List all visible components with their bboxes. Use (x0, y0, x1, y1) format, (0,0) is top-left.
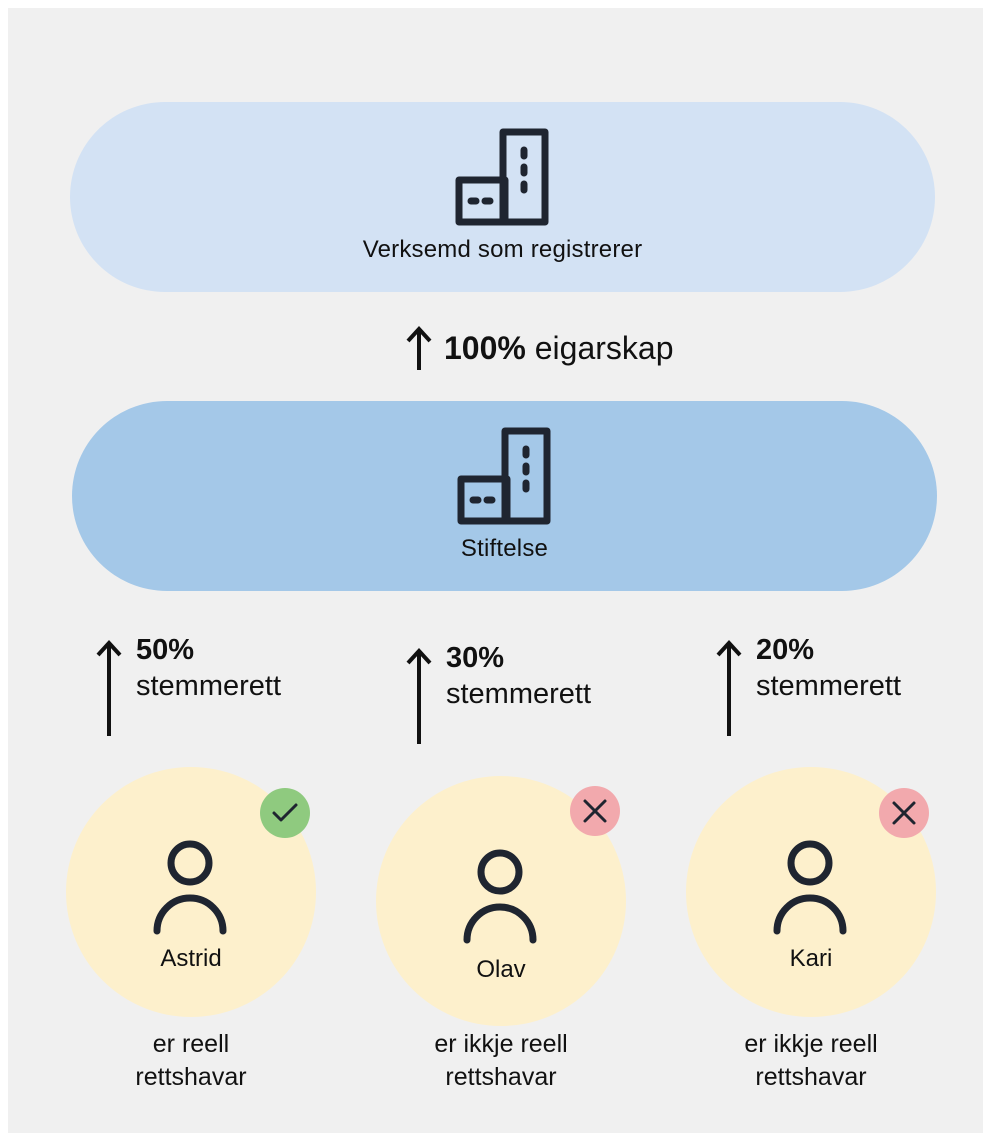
voting-relation-olav (406, 642, 592, 744)
voting-text (756, 632, 901, 705)
check-icon (260, 788, 310, 838)
cross-icon (570, 786, 620, 836)
person-name: Olav (476, 956, 526, 983)
voting-type: stemmerett (136, 670, 282, 703)
ownership-percent: 100% (444, 330, 526, 366)
voting-type: stemmerett (756, 670, 902, 703)
voting-text (136, 632, 281, 705)
arrow-up-icon (96, 640, 122, 736)
foundation-label: Stiftelse (460, 535, 549, 562)
voting-percent: 20% (756, 634, 815, 666)
building-icon (453, 128, 553, 228)
reporting-entity (70, 102, 935, 292)
arrow-up-icon (406, 326, 432, 370)
building-icon (455, 427, 555, 527)
reporting-entity-label: Verksemd som registrerer (362, 236, 643, 263)
voting-relation-astrid (96, 634, 282, 736)
voting-percent: 30% (446, 642, 505, 674)
cross-icon (879, 788, 929, 838)
person-name: Astrid (160, 945, 222, 972)
person-status: er reell rettshavar (135, 1030, 247, 1091)
ownership-relation (406, 326, 673, 370)
arrow-up-icon (406, 648, 432, 744)
voting-relation-kari (716, 634, 902, 736)
voting-type: stemmerett (446, 678, 592, 711)
diagram-canvas (8, 8, 983, 1133)
person-icon (462, 848, 538, 944)
ownership-type: eigarskap (534, 330, 674, 366)
voting-text (446, 640, 591, 713)
foundation-entity (72, 401, 937, 591)
arrow-up-icon (716, 640, 742, 736)
person-status: er ikkje reell rettshavar (744, 1030, 878, 1091)
person-icon (772, 839, 848, 935)
person-name: Kari (789, 945, 833, 972)
voting-percent: 50% (136, 634, 195, 666)
person-icon (152, 839, 228, 935)
ownership-text (444, 332, 673, 364)
person-status: er ikkje reell rettshavar (434, 1030, 568, 1091)
